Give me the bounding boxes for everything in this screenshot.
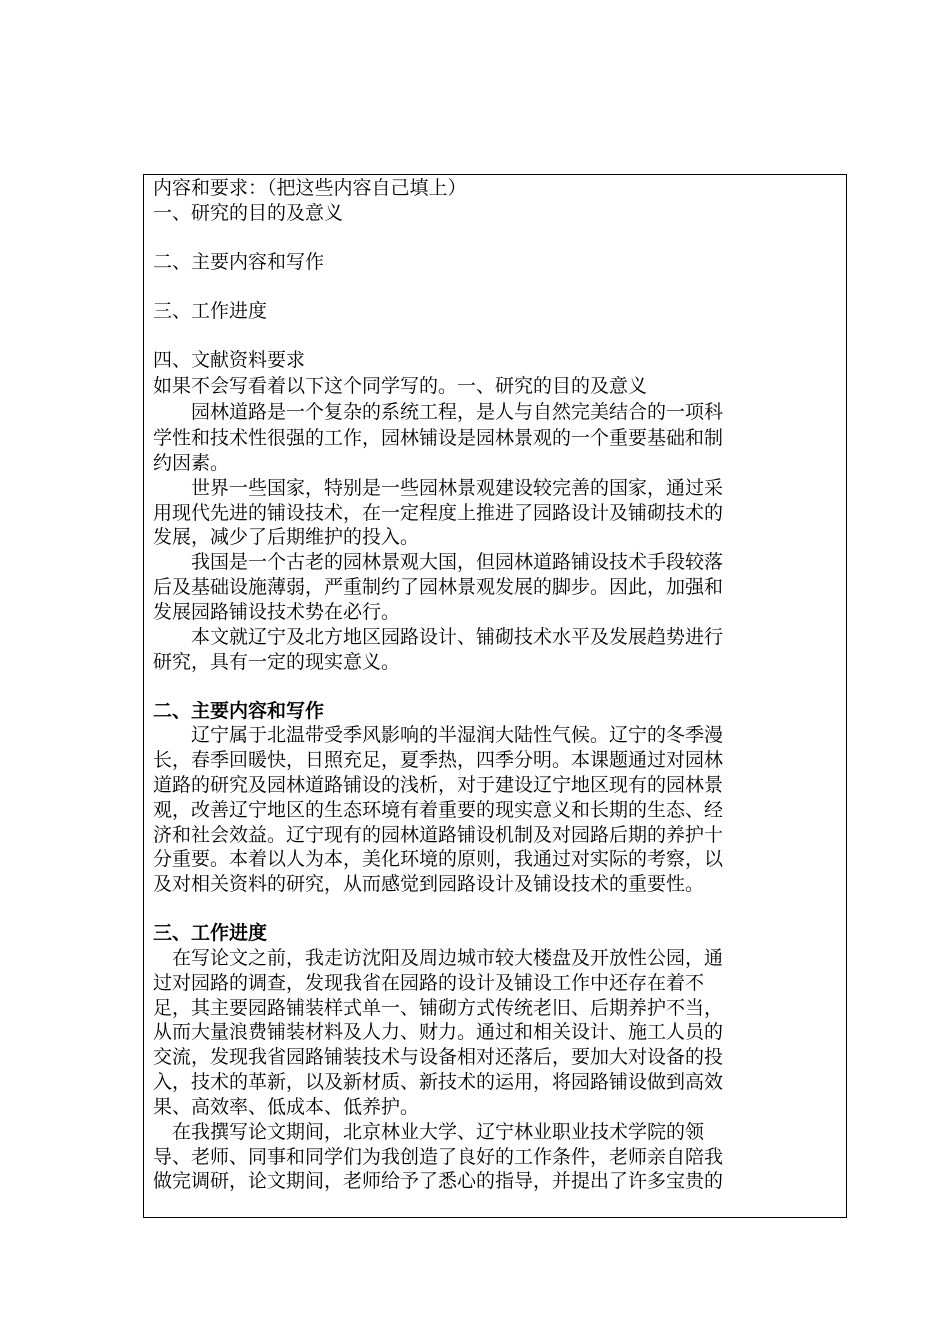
section3-line: 交流，发现我省园路铺装技术与设备相对还落后，要加大对设备的投 [153,1046,724,1068]
section1-line: 发展园路铺设技术势在必行。 [153,601,401,623]
section1-line: 约因素。 [153,452,230,474]
section3-line: 在写论文之前，我走访沈阳及周边城市较大楼盘及开放性公园，通 [153,947,724,969]
section2-line: 观，改善辽宁地区的生态环境有着重要的现实意义和长期的生态、经 [153,799,724,821]
section1-line: 世界一些国家，特别是一些园林景观建设较完善的国家，通过采 [153,477,724,499]
section2-line: 及对相关资料的研究，从而感觉到园路设计及铺设技术的重要性。 [153,873,705,895]
section3-line: 足，其主要园路铺装样式单一、铺砌方式传统老旧、后期养护不当， [153,997,724,1019]
intro-line: 如果不会写看着以下这个同学写的。一、研究的目的及意义 [153,375,648,397]
section3-line: 导、老师、同事和同学们为我创造了良好的工作条件，老师亲自陪我 [153,1146,724,1168]
outline-item-2: 二、主要内容和写作 [153,251,325,273]
section2-line: 道路的研究及园林道路铺设的浅析，对于建设辽宁地区现有的园林景 [153,774,724,796]
section1-line: 我国是一个古老的园林景观大国，但园林道路铺设技术手段较落 [153,551,724,573]
section3-line: 入，技术的革新，以及新材质、新技术的运用，将园路铺设做到高效 [153,1071,724,1093]
section2-line: 辽宁属于北温带受季风影响的半湿润大陆性气候。辽宁的冬季漫 [153,724,724,746]
section3-line: 做完调研，论文期间，老师给予了悉心的指导，并提出了许多宝贵的 [153,1170,724,1192]
section2-line: 长，春季回暖快，日照充足，夏季热，四季分明。本课题通过对园林 [153,749,724,771]
section1-line: 本文就辽宁及北方地区园路设计、铺砌技术水平及发展趋势进行 [153,626,724,648]
form-title: 内容和要求：（把这些内容自己填上） [153,177,467,199]
section1-line: 研究，具有一定的现实意义。 [153,651,401,673]
section1-line: 用现代先进的铺设技术，在一定程度上推进了园路设计及铺砌技术的 [153,502,724,524]
section2-heading: 二、主要内容和写作 [153,700,325,722]
outline-item-3: 三、工作进度 [153,300,268,322]
outline-item-4: 四、文献资料要求 [153,349,306,371]
section1-line: 发展，减少了后期维护的投入。 [153,526,420,548]
section1-line: 学性和技术性很强的工作，园林铺设是园林景观的一个重要基础和制 [153,427,724,449]
section3-line: 过对园路的调查，发现我省在园路的设计及铺设工作中还存在着不 [153,972,705,994]
section3-heading: 三、工作进度 [153,922,268,944]
section3-line: 在我撰写论文期间，北京林业大学、辽宁林业职业技术学院的领 [153,1121,705,1143]
section1-line: 园林道路是一个复杂的系统工程，是人与自然完美结合的一项科 [153,401,724,423]
section3-line: 果、高效率、低成本、低养护。 [153,1096,420,1118]
section3-line: 从而大量浪费铺装材料及人力、财力。通过和相关设计、施工人员的 [153,1021,724,1043]
section2-line: 济和社会效益。辽宁现有的园林道路铺设机制及对园路后期的养护十 [153,824,724,846]
section1-line: 后及基础设施薄弱，严重制约了园林景观发展的脚步。因此，加强和 [153,576,724,598]
section2-line: 分重要。本着以人为本，美化环境的原则，我通过对实际的考察，以 [153,848,724,870]
outline-item-1: 一、研究的目的及意义 [153,202,344,224]
